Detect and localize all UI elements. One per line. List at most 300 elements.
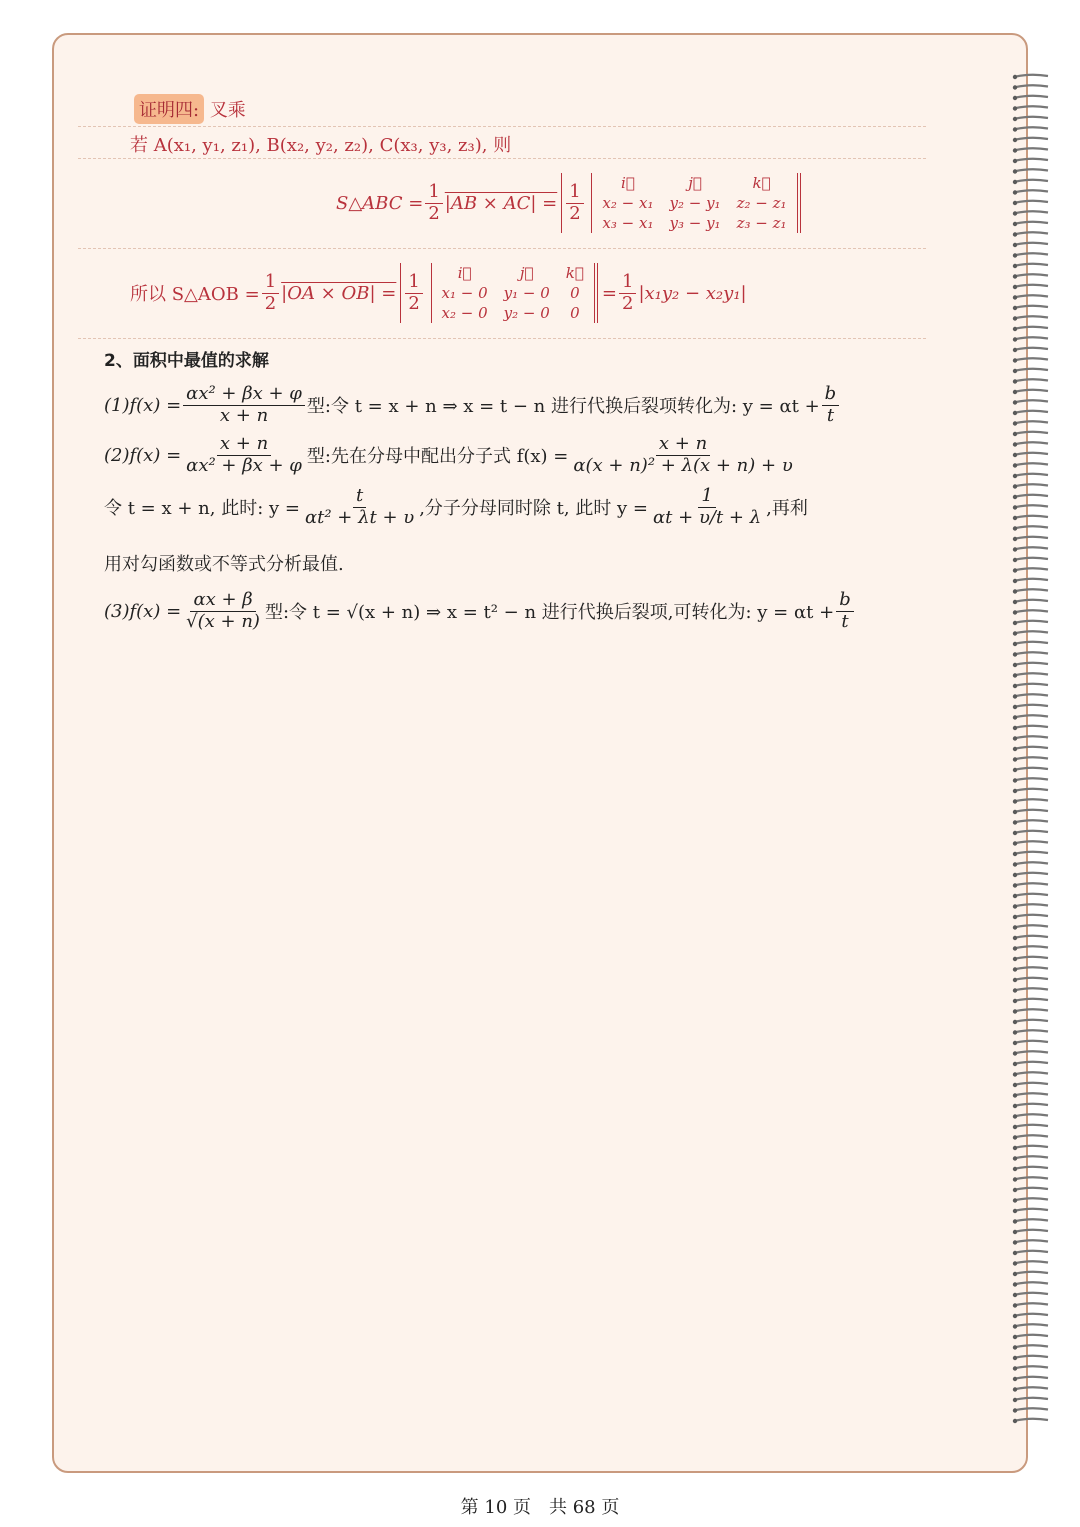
spiral-coil <box>1014 862 1048 864</box>
spiral-hole <box>1013 159 1017 163</box>
spiral-coil <box>1014 1072 1048 1074</box>
proof-line1: 若 A(x₁, y₁, z₁), B(x₂, y₂, z₂), C(x₃, y₃, z₃), 则 <box>130 135 512 156</box>
spiral-coil <box>1014 264 1048 266</box>
spiral-hole <box>1013 463 1017 467</box>
spiral-coil <box>1014 1167 1048 1169</box>
spiral-hole <box>1013 621 1017 625</box>
item2-label: (2)f(x) = <box>104 444 182 466</box>
spiral-hole <box>1013 285 1017 289</box>
item3-frac-num: b <box>836 590 854 612</box>
det-abc-cell: z₃ − z₁ <box>736 214 787 232</box>
spiral-coil <box>1014 978 1048 980</box>
half-den-4: 2 <box>408 292 420 314</box>
spiral-coil <box>1014 1209 1048 1211</box>
spiral-coil <box>1014 883 1048 885</box>
spiral-coil <box>1014 505 1048 507</box>
spiral-hole <box>1013 432 1017 436</box>
spiral-hole <box>1013 1345 1017 1349</box>
spiral-hole <box>1013 1387 1017 1391</box>
spiral-coil <box>1014 988 1048 990</box>
item2-den2: α(x + n)² + λ(x + n) + υ <box>573 454 793 476</box>
spiral-hole <box>1013 1135 1017 1139</box>
spiral-hole <box>1013 1324 1017 1328</box>
spiral-coil <box>1014 799 1048 801</box>
proof-method: 叉乘 <box>209 100 246 121</box>
spiral-hole <box>1013 96 1017 100</box>
spiral-coil <box>1014 369 1048 371</box>
spiral-coil <box>1014 600 1048 602</box>
spiral-hole <box>1013 253 1017 257</box>
spiral-hole <box>1013 190 1017 194</box>
spiral-coil <box>1014 967 1048 969</box>
spiral-hole <box>1013 306 1017 310</box>
spiral-coil <box>1014 127 1048 129</box>
spiral-coil <box>1014 1188 1048 1190</box>
spiral-hole <box>1013 400 1017 404</box>
spiral-coil <box>1014 148 1048 150</box>
item3-text: 型:令 t = √(x + n) ⇒ x = t² − n 进行代换后裂项,可转化为: y = αt + <box>264 602 835 623</box>
spiral-coil <box>1014 1177 1048 1179</box>
spiral-hole <box>1013 474 1017 478</box>
spiral-coil <box>1014 757 1048 759</box>
item3-frac-den: t <box>841 610 849 632</box>
spiral-coil <box>1014 831 1048 833</box>
spiral-hole <box>1013 747 1017 751</box>
item1-den: x + n <box>219 404 269 426</box>
spiral-hole <box>1013 1104 1017 1108</box>
spiral-hole <box>1013 1398 1017 1402</box>
spiral-hole <box>1013 1009 1017 1013</box>
spiral-hole <box>1013 726 1017 730</box>
spiral-hole <box>1013 1419 1017 1423</box>
proof-sabc-row <box>78 158 926 249</box>
item1-label: (1)f(x) = <box>104 394 182 416</box>
spiral-coil <box>1014 1261 1048 1263</box>
spiral-hole <box>1013 631 1017 635</box>
spiral-hole <box>1013 768 1017 772</box>
spiral-hole <box>1013 799 1017 803</box>
spiral-coil <box>1014 253 1048 255</box>
spiral-coil <box>1014 547 1048 549</box>
spiral-hole <box>1013 379 1017 383</box>
spiral-hole <box>1013 610 1017 614</box>
spiral-coil <box>1014 957 1048 959</box>
proof-tag: 证明四: <box>134 94 204 124</box>
spiral-hole <box>1013 442 1017 446</box>
spiral-coil <box>1014 1009 1048 1011</box>
spiral-binding <box>1008 70 1052 1425</box>
item3-den: √(x + n) <box>186 610 260 632</box>
spiral-coil <box>1014 537 1048 539</box>
spiral-hole <box>1013 1209 1017 1213</box>
spiral-coil <box>1014 180 1048 182</box>
item2b <box>104 484 808 530</box>
spiral-coil <box>1014 516 1048 518</box>
item1-frac-num: b <box>822 384 840 406</box>
item2-num2: x + n <box>656 434 710 456</box>
spiral-hole <box>1013 988 1017 992</box>
spiral-coil <box>1014 1408 1048 1410</box>
item2-den: αx² + βx + φ <box>186 454 302 476</box>
spiral-hole <box>1013 1020 1017 1024</box>
spiral-hole <box>1013 579 1017 583</box>
det-abc-cell: x₂ − x₁ <box>602 194 654 212</box>
spiral-hole <box>1013 232 1017 236</box>
spiral-coil <box>1014 1398 1048 1400</box>
spiral-coil <box>1014 1282 1048 1284</box>
spiral-coil <box>1014 474 1048 476</box>
spiral-coil <box>1014 1135 1048 1137</box>
spiral-coil <box>1014 778 1048 780</box>
det-abc-cell: x₃ − x₁ <box>602 214 654 232</box>
spiral-hole <box>1013 841 1017 845</box>
spiral-coil <box>1014 873 1048 875</box>
det-aob <box>434 263 592 323</box>
spiral-coil <box>1014 915 1048 917</box>
spiral-coil <box>1014 1093 1048 1095</box>
spiral-coil <box>1014 642 1048 644</box>
det-aob-cell: k⃗ <box>565 264 584 282</box>
spiral-hole <box>1013 978 1017 982</box>
spiral-hole <box>1013 684 1017 688</box>
item2 <box>104 432 798 478</box>
spiral-coil <box>1014 673 1048 675</box>
spiral-hole <box>1013 1314 1017 1318</box>
spiral-coil <box>1014 1062 1048 1064</box>
spiral-coil <box>1014 1230 1048 1232</box>
spiral-hole <box>1013 201 1017 205</box>
spiral-hole <box>1013 1251 1017 1255</box>
spiral-hole <box>1013 369 1017 373</box>
item2b-den2: αt + υ/t + λ <box>653 506 762 528</box>
half-den-2: 2 <box>569 202 581 224</box>
spiral-hole <box>1013 495 1017 499</box>
half-den: 2 <box>428 202 440 224</box>
spiral-coil <box>1014 1051 1048 1053</box>
spiral-hole <box>1013 274 1017 278</box>
det-aob-cell: 0 <box>570 304 580 322</box>
spiral-hole <box>1013 1083 1017 1087</box>
spiral-hole <box>1013 946 1017 950</box>
spiral-coil <box>1014 1303 1048 1305</box>
spiral-coil <box>1014 694 1048 696</box>
spiral-coil <box>1014 715 1048 717</box>
spiral-coil <box>1014 1419 1048 1421</box>
spiral-coil <box>1014 1251 1048 1253</box>
spiral-hole <box>1013 736 1017 740</box>
spiral-hole <box>1013 1114 1017 1118</box>
spiral-coil <box>1014 484 1048 486</box>
spiral-coil <box>1014 442 1048 444</box>
spiral-coil <box>1014 820 1048 822</box>
spiral-hole <box>1013 904 1017 908</box>
half-den-5: 2 <box>621 292 634 314</box>
spiral-coil <box>1014 463 1048 465</box>
spiral-hole <box>1013 873 1017 877</box>
spiral-hole <box>1013 715 1017 719</box>
spiral-hole <box>1013 264 1017 268</box>
det-abc-cell: j⃗ <box>688 174 702 192</box>
spiral-coil <box>1014 1366 1048 1368</box>
spiral-hole <box>1013 337 1017 341</box>
spiral-coil <box>1014 904 1048 906</box>
spiral-hole <box>1013 999 1017 1003</box>
spiral-hole <box>1013 915 1017 919</box>
spiral-hole <box>1013 1377 1017 1381</box>
spiral-coil <box>1014 1272 1048 1274</box>
spiral-hole <box>1013 117 1017 121</box>
spiral-coil <box>1014 1041 1048 1043</box>
spiral-hole <box>1013 1156 1017 1160</box>
item3-label: (3)f(x) = <box>104 600 182 622</box>
spiral-coil <box>1014 1030 1048 1032</box>
spiral-coil <box>1014 1335 1048 1337</box>
spiral-hole <box>1013 505 1017 509</box>
item2b-den1: αt² + λt + υ <box>304 506 415 528</box>
spiral-coil <box>1014 810 1048 812</box>
spiral-hole <box>1013 148 1017 152</box>
det-aob-cell: y₂ − 0 <box>503 304 550 322</box>
spiral-hole <box>1013 453 1017 457</box>
det-abc-cell: y₃ − y₁ <box>669 214 721 232</box>
spiral-hole <box>1013 831 1017 835</box>
spiral-coil <box>1014 999 1048 1001</box>
spiral-hole <box>1013 1062 1017 1066</box>
item3 <box>104 588 856 634</box>
spiral-coil <box>1014 495 1048 497</box>
item1-frac-den: t <box>826 404 835 426</box>
spiral-hole <box>1013 1230 1017 1234</box>
item2c: 用对勾函数或不等式分析最值. <box>104 554 344 575</box>
saob-result: |x₁y₂ − x₂y₁| <box>638 282 747 304</box>
spiral-hole <box>1013 421 1017 425</box>
spiral-coil <box>1014 1020 1048 1022</box>
spiral-hole <box>1013 295 1017 299</box>
det-abc-cell: z₂ − z₁ <box>736 194 787 212</box>
spiral-coil <box>1014 358 1048 360</box>
spiral-hole <box>1013 1167 1017 1171</box>
spiral-coil <box>1014 579 1048 581</box>
spiral-hole <box>1013 789 1017 793</box>
spiral-coil <box>1014 852 1048 854</box>
spiral-coil <box>1014 768 1048 770</box>
spiral-hole <box>1013 558 1017 562</box>
spiral-coil <box>1014 1324 1048 1326</box>
spiral-coil <box>1014 348 1048 350</box>
spiral-hole <box>1013 894 1017 898</box>
spiral-coil <box>1014 138 1048 140</box>
det-aob-cell: x₁ − 0 <box>441 284 488 302</box>
spiral-hole <box>1013 169 1017 173</box>
spiral-hole <box>1013 820 1017 824</box>
spiral-hole <box>1013 537 1017 541</box>
spiral-hole <box>1013 547 1017 551</box>
half-num: 1 <box>425 182 442 204</box>
spiral-coil <box>1014 337 1048 339</box>
spiral-hole <box>1013 1219 1017 1223</box>
sabc-cross: |AB × AC| = <box>444 192 558 214</box>
spiral-coil <box>1014 274 1048 276</box>
spiral-coil <box>1014 663 1048 665</box>
item1-text: 型:令 t = x + n ⇒ x = t − n 进行代换后裂项转化为: y = αt + <box>306 396 820 417</box>
spiral-hole <box>1013 1198 1017 1202</box>
spiral-hole <box>1013 327 1017 331</box>
spiral-coil <box>1014 1387 1048 1389</box>
spiral-hole <box>1013 862 1017 866</box>
spiral-coil <box>1014 894 1048 896</box>
spiral-coil <box>1014 106 1048 108</box>
spiral-coil <box>1014 306 1048 308</box>
section2-heading: 2、面积中最值的求解 <box>104 351 269 371</box>
spiral-coil <box>1014 747 1048 749</box>
saob-cross: |OA × OB| = <box>281 282 397 304</box>
spiral-hole <box>1013 1093 1017 1097</box>
spiral-coil <box>1014 558 1048 560</box>
spiral-coil <box>1014 526 1048 528</box>
spiral-coil <box>1014 610 1048 612</box>
spiral-hole <box>1013 883 1017 887</box>
spiral-coil <box>1014 117 1048 119</box>
spiral-hole <box>1013 75 1017 79</box>
spiral-coil <box>1014 1219 1048 1221</box>
spiral-hole <box>1013 1335 1017 1339</box>
spiral-coil <box>1014 925 1048 927</box>
spiral-hole <box>1013 810 1017 814</box>
half-num-4: 1 <box>405 272 422 294</box>
spiral-coil <box>1014 201 1048 203</box>
spiral-coil <box>1014 589 1048 591</box>
spiral-hole <box>1013 568 1017 572</box>
spiral-coil <box>1014 841 1048 843</box>
spiral-coil <box>1014 316 1048 318</box>
spiral-hole <box>1013 1188 1017 1192</box>
spiral-coil <box>1014 1198 1048 1200</box>
spiral-hole <box>1013 211 1017 215</box>
spiral-coil <box>1014 568 1048 570</box>
spiral-coil <box>1014 1240 1048 1242</box>
spiral-coil <box>1014 232 1048 234</box>
spiral-hole <box>1013 1240 1017 1244</box>
spiral-hole <box>1013 243 1017 247</box>
spiral-hole <box>1013 957 1017 961</box>
det-abc-cell: y₂ − y₁ <box>669 194 721 212</box>
proof-header-row <box>78 92 926 127</box>
spiral-hole <box>1013 589 1017 593</box>
spiral-hole <box>1013 411 1017 415</box>
spiral-hole <box>1013 1041 1017 1045</box>
spiral-hole <box>1013 1146 1017 1150</box>
spiral-coil <box>1014 390 1048 392</box>
half-num-5: 1 <box>619 272 636 294</box>
spiral-coil <box>1014 453 1048 455</box>
spiral-hole <box>1013 1072 1017 1076</box>
det-aob-cell: 0 <box>570 284 580 302</box>
det-aob-cell: i⃗ <box>457 264 472 282</box>
det-abc <box>594 173 794 233</box>
spiral-hole <box>1013 516 1017 520</box>
spiral-hole <box>1013 484 1017 488</box>
spiral-coil <box>1014 1156 1048 1158</box>
spiral-hole <box>1013 1177 1017 1181</box>
spiral-coil <box>1014 96 1048 98</box>
spiral-coil <box>1014 285 1048 287</box>
spiral-hole <box>1013 348 1017 352</box>
spiral-hole <box>1013 316 1017 320</box>
saob-prefix: 所以 S△AOB = <box>130 284 260 305</box>
spiral-hole <box>1013 1125 1017 1129</box>
spiral-coil <box>1014 936 1048 938</box>
spiral-hole <box>1013 663 1017 667</box>
spiral-hole <box>1013 600 1017 604</box>
spiral-hole <box>1013 127 1017 131</box>
spiral-hole <box>1013 1356 1017 1360</box>
saob-formula: 所以 S△AOB = $\frac{1}{2}$ |OA × OB| = $\frac{1}{2}$ i⃗ j⃗ k⃗ x₁ − 0 y₁ − 0 0 x₂ − 0 y₂ − 0 0 = $\frac{1}{2}$ |x₁y₂ − x₂y₁| <box>130 264 747 322</box>
item2b-num1: t <box>353 486 366 508</box>
half-num-3: 1 <box>262 272 279 294</box>
spiral-coil <box>1014 1314 1048 1316</box>
spiral-hole <box>1013 852 1017 856</box>
spiral-coil <box>1014 243 1048 245</box>
item2b-text2: ,分子分母同时除 t, 此时 y = <box>419 498 649 519</box>
spiral-hole <box>1013 936 1017 940</box>
spiral-hole <box>1013 85 1017 89</box>
spiral-hole <box>1013 1051 1017 1055</box>
det-aob-cell: y₁ − 0 <box>503 284 550 302</box>
spiral-coil <box>1014 85 1048 87</box>
spiral-coil <box>1014 327 1048 329</box>
page-footer: 第 10 页 共 68 页 <box>460 1497 620 1518</box>
det-abc-cell: k⃗ <box>752 174 771 192</box>
spiral-coil <box>1014 1356 1048 1358</box>
spiral-hole <box>1013 757 1017 761</box>
spiral-coil <box>1014 190 1048 192</box>
spiral-hole <box>1013 778 1017 782</box>
item2b-num2: 1 <box>698 486 715 508</box>
spiral-coil <box>1014 75 1048 77</box>
spiral-coil <box>1014 789 1048 791</box>
spiral-hole <box>1013 222 1017 226</box>
spiral-hole <box>1013 1272 1017 1276</box>
proof-line1-row <box>78 126 926 159</box>
det-abc-cell: i⃗ <box>621 174 635 192</box>
spiral-hole <box>1013 1293 1017 1297</box>
item1 <box>104 382 841 428</box>
spiral-hole <box>1013 390 1017 394</box>
det-aob-cell: j⃗ <box>519 264 534 282</box>
spiral-coil <box>1014 432 1048 434</box>
item2b-text1: 令 t = x + n, 此时: y = <box>104 498 300 519</box>
half-den-3: 2 <box>264 292 277 314</box>
spiral-coil <box>1014 411 1048 413</box>
spiral-hole <box>1013 967 1017 971</box>
spiral-coil <box>1014 1125 1048 1127</box>
spiral-hole <box>1013 642 1017 646</box>
proof-saob-row <box>78 248 926 339</box>
item1-num: αx² + βx + φ <box>183 384 305 406</box>
spiral-hole <box>1013 1366 1017 1370</box>
spiral-coil <box>1014 169 1048 171</box>
spiral-hole <box>1013 1408 1017 1412</box>
spiral-coil <box>1014 736 1048 738</box>
sabc-label: S△ABC = <box>336 192 424 214</box>
item3-num: αx + β <box>190 590 255 612</box>
spiral-hole <box>1013 106 1017 110</box>
spiral-hole <box>1013 694 1017 698</box>
sabc-formula <box>336 162 801 244</box>
spiral-coil <box>1014 726 1048 728</box>
spiral-hole <box>1013 673 1017 677</box>
spiral-hole <box>1013 925 1017 929</box>
